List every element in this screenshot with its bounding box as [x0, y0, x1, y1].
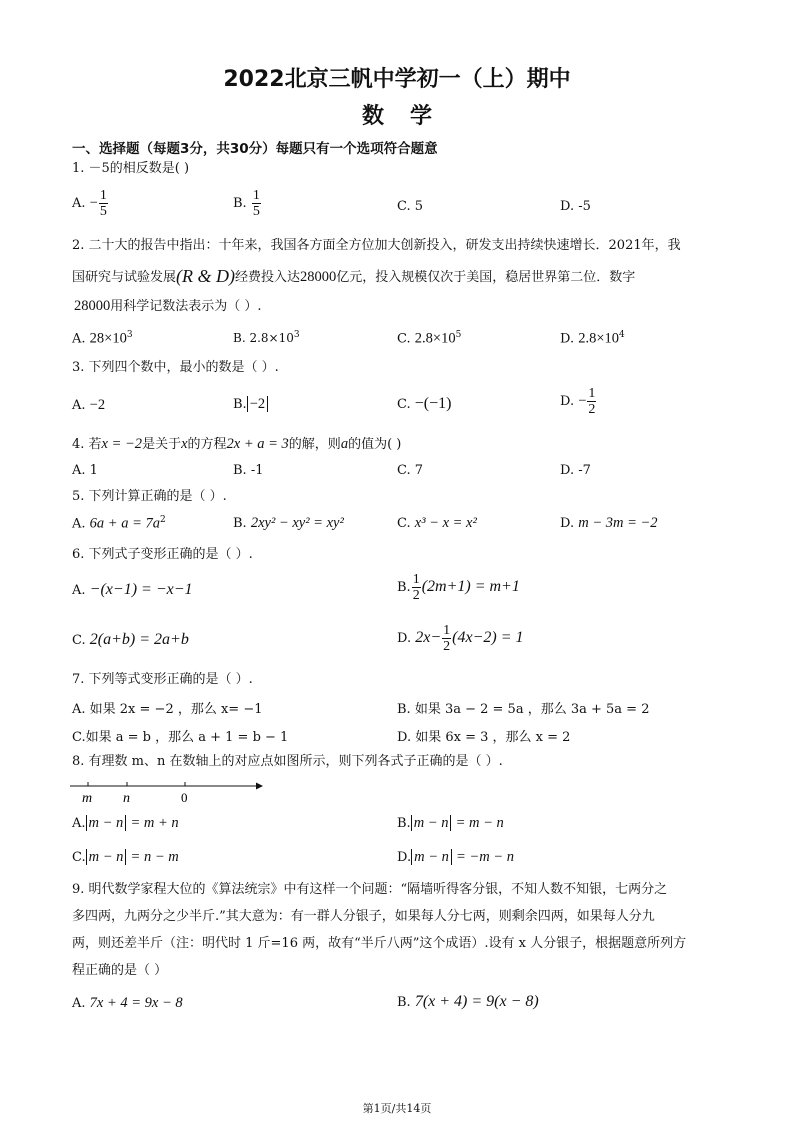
math-value: −(−1)	[414, 395, 452, 412]
q9-option-b	[397, 993, 539, 1011]
question-9-line-2: 多四两，九两分之少半斤.”其大意为：有一群人分银子，如果每人分七两，则剩余四两，如果每人分九	[72, 909, 655, 924]
q5-option-b	[233, 515, 344, 532]
absolute-value: m − n	[411, 849, 452, 865]
option-label: B.	[233, 196, 247, 211]
option-label: A.	[72, 996, 86, 1011]
math-value: = m + n	[130, 815, 179, 831]
arrow-head-icon	[256, 783, 263, 790]
denominator: 2	[588, 402, 596, 417]
option-label: B.	[233, 516, 247, 531]
question-4-stem	[72, 434, 401, 455]
q4-option-c: C. 7	[397, 463, 424, 478]
text: 的值为( )	[348, 437, 402, 452]
option-label: D.	[560, 394, 575, 409]
option-label: C.	[397, 331, 411, 347]
text: 的方程	[187, 437, 227, 452]
section-heading: 一、选择题（每题3分，共30分）每题只有一个选项符合题意	[72, 141, 438, 157]
q2-option-c	[397, 330, 461, 347]
q3-option-c	[397, 395, 451, 413]
number-line	[70, 776, 270, 806]
option-label: C.	[397, 397, 411, 412]
fraction	[587, 386, 596, 417]
fraction	[252, 188, 261, 219]
text: 4. 若	[72, 437, 102, 452]
minus-sign: −	[89, 195, 98, 211]
question-6-stem: 6. 下列式子变形正确的是（ ）.	[72, 547, 253, 562]
q6-option-b	[397, 572, 520, 603]
q7-option-b: B. 如果 3a − 2 = 5a ，那么 3a + 5a = 2	[397, 702, 650, 717]
axis-label-m: m	[82, 791, 93, 806]
option-label: B.	[397, 580, 411, 595]
math: x = −2	[101, 436, 143, 452]
question-8-stem: 8. 有理数 m、n 在数轴上的对应点如图所示，则下列各式子正确的是（ ）.	[72, 754, 503, 769]
math-base: 2.8×10	[578, 330, 620, 347]
math-value: 2xy² − xy² = xy²	[250, 515, 344, 531]
q2-option-d	[560, 330, 625, 347]
page-number: 第1页/共14页	[362, 1102, 432, 1115]
q8-option-a	[72, 815, 179, 832]
math: a	[340, 436, 349, 452]
math-value: (4x−2) = 1	[452, 629, 524, 646]
math-base: 28×10	[89, 330, 127, 347]
option-label: D.	[560, 331, 575, 347]
number: 28000	[74, 298, 111, 314]
math-value: x³ − x = x²	[414, 515, 477, 531]
math-rd: (R & D)	[176, 266, 235, 286]
math-value: 7x + 4 = 9x − 8	[89, 995, 183, 1011]
option-label: B.	[397, 816, 411, 831]
math-value: m − 3m = −2	[578, 515, 658, 531]
q3-option-a	[72, 397, 105, 414]
math-value: 7(x + 4) = 9(x − 8)	[414, 993, 539, 1010]
text: 亿元，投入规模仅次于美国，稳居世界第二位．数字	[336, 270, 636, 285]
absolute-value: m − n	[86, 815, 127, 831]
math-value: (2m+1) = m+1	[421, 578, 520, 595]
q7-option-c: C.如果 a = b ，那么 a + 1 = b − 1	[72, 730, 289, 745]
q9-option-a	[72, 995, 183, 1012]
number: 28000	[300, 269, 337, 285]
math-base: 2.8×10	[249, 331, 294, 345]
text: 用科学记数法表示为（ ）.	[110, 299, 262, 314]
numerator: 1	[99, 188, 107, 203]
q5-option-a: A. $6a + a = 7a^2$	[72, 515, 166, 532]
page-title: 2022北京三帆中学初一（上）期中	[223, 67, 571, 92]
exponent: 5	[455, 330, 462, 340]
q5-option-c	[397, 515, 477, 532]
denominator: 2	[412, 588, 420, 603]
question-9-line-3: 两，则还差半斤（注：明代时 1 斤=16 两，故有“半斤八两”这个成语）.设有 x 人分银子，根据题意所列方	[72, 936, 687, 951]
math: 2x + a = 3	[226, 436, 289, 452]
q2-option-a	[72, 330, 133, 347]
q4-option-b: B. -1	[233, 463, 264, 478]
math-value: 2(a+b) = 2a+b	[89, 631, 189, 648]
fraction	[99, 188, 108, 219]
question-2-line-2	[72, 266, 635, 288]
exponent: 3	[293, 330, 300, 340]
fraction	[412, 572, 421, 603]
q3-option-b	[233, 396, 268, 412]
exponent: 3	[126, 330, 133, 340]
absolute-value: m − n	[411, 815, 452, 831]
option-label: A.	[72, 516, 86, 532]
minus-sign: −	[578, 393, 587, 409]
q7-option-d: D. 如果 6x = 3 ，那么 x = 2	[397, 730, 571, 745]
q8-option-b	[397, 815, 504, 832]
math-value: = m − n	[455, 815, 504, 831]
math: x	[181, 436, 188, 452]
q1-option-b	[233, 188, 262, 219]
absolute-value: −2	[247, 396, 268, 412]
question-2-line-3	[74, 296, 262, 317]
option-label: D.	[397, 631, 412, 646]
q1-option-c: C. 5	[397, 199, 424, 214]
numerator: 1	[588, 386, 596, 401]
option-label: C.	[72, 850, 86, 865]
q6-option-d	[397, 623, 524, 654]
option-label: B.	[233, 331, 246, 345]
question-9-line-1: 9. 明代数学家程大位的《算法统宗》中有这样一个问题：“隔墙听得客分银，不知人数不知银，七两分之	[72, 882, 668, 897]
math-value: = −m − n	[456, 849, 514, 865]
text: 国研究与试验发展	[72, 270, 177, 285]
axis-label-zero: 0	[181, 790, 188, 805]
option-label: A.	[72, 196, 86, 211]
question-9-line-4: 程正确的是（ ）	[72, 963, 168, 978]
numerator: 1	[252, 188, 260, 203]
text: 经费投入达	[235, 270, 301, 285]
math-value: = n − m	[130, 849, 179, 865]
q1-option-a	[72, 188, 109, 219]
math-base: 2.8×10	[414, 330, 456, 347]
option-label: C.	[72, 633, 86, 648]
math-value: 6a + a = 7a	[89, 515, 160, 532]
q5-option-d	[560, 515, 658, 532]
q8-option-c	[72, 849, 179, 866]
option-label: C.	[397, 516, 411, 531]
exponent: 4	[619, 330, 625, 340]
option-label: A.	[72, 583, 86, 598]
math-value: 2x−	[415, 629, 442, 646]
option-label: B.	[233, 397, 247, 412]
q6-option-a	[72, 581, 193, 599]
option-label: D.	[397, 850, 412, 865]
q3-option-d	[560, 386, 597, 417]
question-1-stem: 1. －5的相反数是( )	[72, 161, 190, 176]
denominator: 5	[99, 204, 107, 219]
subject-title: 数学	[361, 104, 458, 129]
q1-option-d: D. -5	[560, 199, 591, 214]
option-label: A.	[72, 816, 86, 831]
text: 是关于	[142, 437, 182, 452]
q2-option-b	[233, 330, 300, 345]
question-5-stem: 5. 下列计算正确的是（ ）.	[72, 489, 227, 504]
denominator: 5	[252, 204, 260, 219]
option-label: B.	[397, 995, 411, 1010]
question-2-line-1: 2. 二十大的报告中指出：十年来，我国各方面全方位加大创新投入，研发支出持续快速增长．2021年，我	[72, 238, 681, 253]
q4-option-d: D. -7	[560, 463, 591, 478]
math-value: −(x−1) = −x−1	[89, 581, 193, 598]
q7-option-a: A. 如果 2x = −2 ，那么 x= −1	[72, 702, 263, 717]
q6-option-c	[72, 631, 189, 649]
question-7-stem: 7. 下列等式变形正确的是（ ）.	[72, 672, 253, 687]
absolute-value: m − n	[86, 849, 127, 865]
q8-option-d	[397, 849, 514, 866]
fraction	[442, 623, 451, 654]
option-label: D.	[560, 516, 575, 531]
text: 的解，则	[288, 437, 341, 452]
option-label: A.	[72, 331, 86, 347]
math-value: −2	[89, 397, 106, 413]
axis-label-n: n	[123, 791, 130, 806]
question-3-stem: 3. 下列四个数中，最小的数是（ ）.	[72, 360, 279, 375]
option-label: A.	[72, 398, 86, 413]
numerator: 1	[443, 623, 451, 638]
q4-option-a: A. 1	[72, 463, 98, 478]
numerator: 1	[412, 572, 420, 587]
denominator: 2	[443, 639, 451, 654]
